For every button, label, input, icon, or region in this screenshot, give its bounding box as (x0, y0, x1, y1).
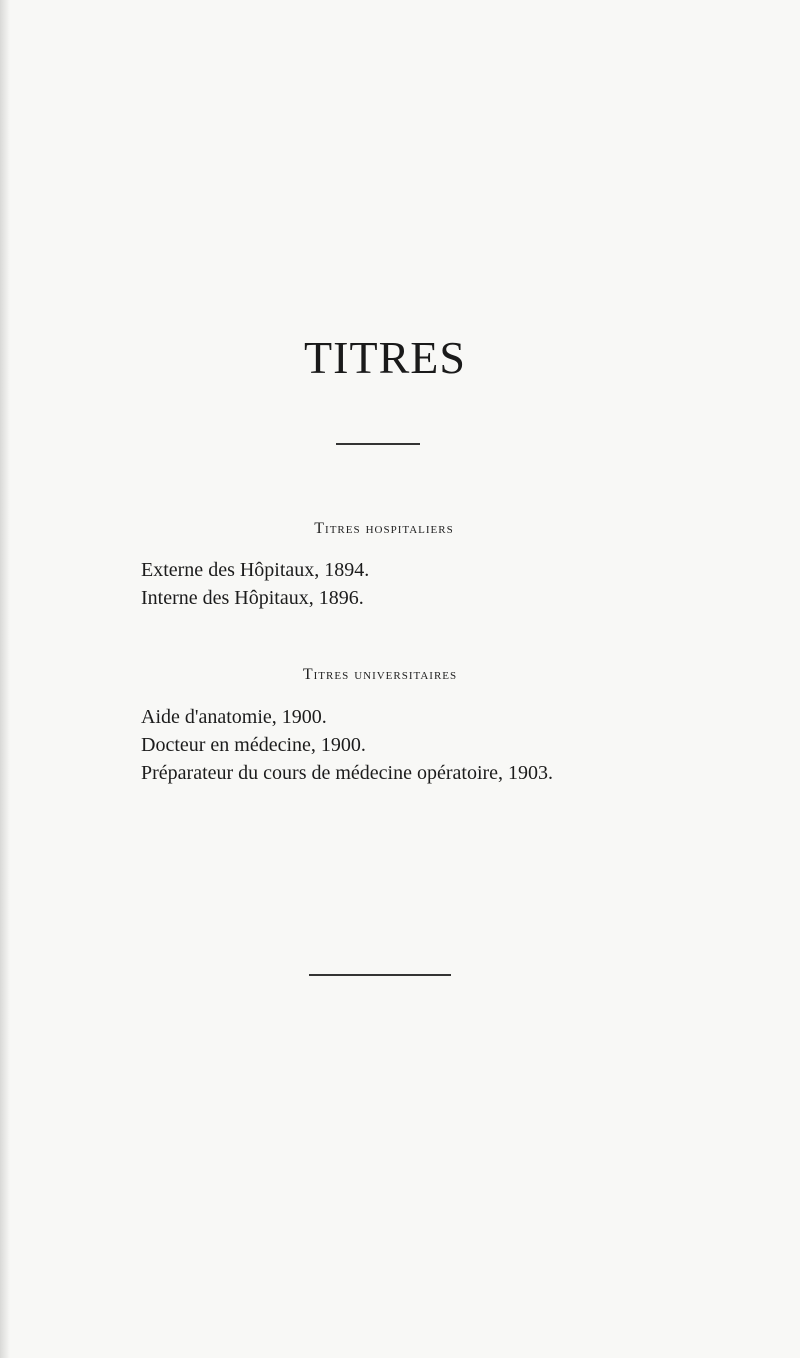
section-heading-universitaires: Titres universitaires (302, 666, 458, 683)
end-divider (309, 974, 451, 976)
list-item: Docteur en médecine, 1900. (141, 734, 366, 756)
title-divider (336, 443, 420, 445)
list-item: Externe des Hôpitaux, 1894. (141, 559, 370, 581)
page-title: TITRES (304, 332, 466, 383)
list-item: Aide d'anatomie, 1900. (141, 706, 327, 728)
section-heading-hospitaliers: Titres hospitaliers (314, 520, 454, 537)
list-item: Préparateur du cours de médecine opératoire, 1903. (141, 762, 554, 784)
list-item: Interne des Hôpitaux, 1896. (141, 587, 364, 609)
